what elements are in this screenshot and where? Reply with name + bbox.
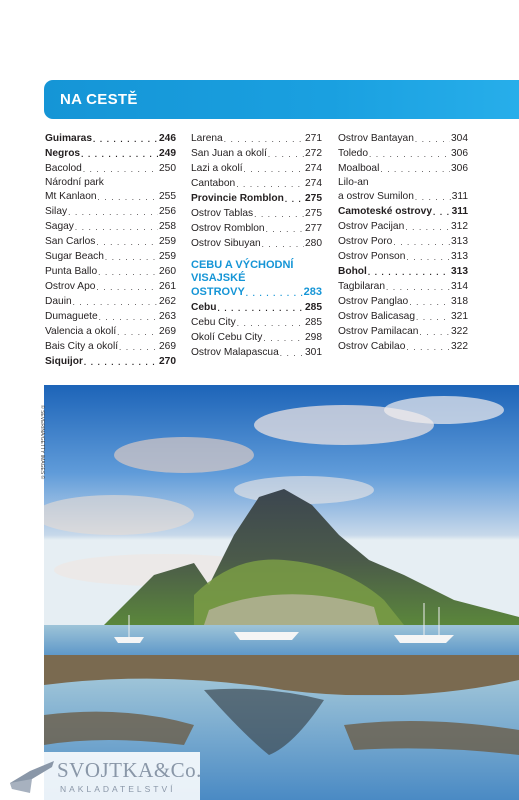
toc-entry-title: Ostrov Cabilao: [338, 341, 406, 352]
photo-credit: © SEVERINA/GETTY IMAGES ©: [39, 405, 45, 480]
toc-entry: [191, 221, 322, 236]
toc-entry-title: Bais City a okolí: [45, 341, 119, 352]
toc-entry-title: Camoteské ostrovy: [338, 206, 432, 217]
section-heading: [191, 259, 322, 300]
toc-page-number: 277: [305, 223, 322, 234]
toc-entry: [191, 176, 322, 191]
toc-page-number: 270: [159, 356, 176, 367]
toc-page-number: 261: [159, 281, 176, 292]
toc-page-number: 313: [451, 251, 468, 262]
toc-entry: [191, 191, 322, 206]
toc-leader-dots: [236, 178, 304, 191]
toc-entry: [45, 309, 176, 324]
toc-page-number: 258: [159, 221, 176, 232]
toc-entry: [45, 189, 176, 204]
toc-entry-title: Okolí Cebu City: [191, 332, 263, 343]
toc-entry-title: Ostrov Malapascua: [191, 347, 279, 358]
toc-entry-title: Ostrov Panglao: [338, 296, 409, 307]
toc-page-number: 321: [451, 311, 468, 322]
book-logo-icon: [6, 755, 58, 797]
toc-page-number: 246: [159, 133, 176, 144]
toc-entry-title: Tagbilaran: [338, 281, 386, 292]
toc-leader-dots: [217, 302, 304, 315]
toc-page-number: 263: [159, 311, 176, 322]
toc-leader-dots: [262, 238, 304, 251]
toc-leader-dots: [406, 251, 450, 264]
toc-entry-title: Lazi a okolí: [191, 163, 243, 174]
toc-leader-dots: [224, 133, 304, 146]
toc-page-number: 269: [159, 341, 176, 352]
toc-leader-dots: [280, 347, 304, 360]
toc-page-number: 259: [159, 251, 176, 262]
toc-page-number: 314: [451, 281, 468, 292]
toc-entry: [45, 204, 176, 219]
toc-column-2: [191, 131, 322, 360]
toc-entry-title: Mt Kanlaon: [45, 191, 97, 202]
toc-leader-dots: [246, 287, 303, 300]
toc-page-number: 250: [159, 163, 176, 174]
toc-page-number: 269: [159, 326, 176, 337]
toc-entry: [338, 294, 468, 309]
toc-leader-dots: [254, 208, 304, 221]
toc-entry-line: Národní park: [45, 177, 104, 188]
toc-entry: [45, 354, 176, 369]
island-photo-illustration: [44, 385, 519, 800]
toc-leader-dots: [263, 332, 304, 345]
toc-leader-dots: [393, 236, 450, 249]
toc-entry: [45, 219, 176, 234]
toc-page-number: 298: [305, 332, 322, 343]
toc-entry-title: Negros: [45, 148, 81, 159]
toc-entry: [191, 285, 322, 300]
toc-page-number: 304: [451, 133, 468, 144]
toc-leader-dots: [84, 356, 158, 369]
toc-entry: [338, 324, 468, 339]
toc-entry-title: Ostrov Apo: [45, 281, 96, 292]
toc-entry-title: Ostrov Tablas: [191, 208, 254, 219]
toc-entry-title: Provincie Romblon: [191, 193, 284, 204]
toc-entry: [45, 146, 176, 161]
toc-page-number: 285: [305, 302, 322, 313]
toc-page-number: 256: [159, 206, 176, 217]
toc-entry: [45, 294, 176, 309]
toc-page-number: 322: [451, 341, 468, 352]
toc-entry-title: Ostrov Poro: [338, 236, 393, 247]
toc-entry-title: Ostrov Sibuyan: [191, 238, 261, 249]
toc-entry: [338, 161, 468, 176]
toc-entry-title: Cantabon: [191, 178, 236, 189]
toc-leader-dots: [380, 163, 450, 176]
toc-entry-title: Larena: [191, 133, 223, 144]
toc-leader-dots: [386, 281, 450, 294]
toc-entry: [338, 131, 468, 146]
toc-entry: [338, 309, 468, 324]
publisher-logo: [0, 752, 200, 800]
toc-leader-dots: [244, 163, 304, 176]
toc-entry-title: Ostrov Bantayan: [338, 133, 414, 144]
toc-page-number: 313: [451, 266, 468, 277]
toc-entry-title: Guimaras: [45, 133, 92, 144]
toc-page-number: 274: [305, 178, 322, 189]
toc-entry: [45, 249, 176, 264]
logo-name: SVOJTKA&Co.: [57, 758, 202, 782]
toc-entry-title: Ostrov Pamilacan: [338, 326, 419, 337]
toc-column-3: [338, 131, 468, 354]
toc-entry-title: Toledo: [338, 148, 369, 159]
spacer: [191, 251, 322, 259]
toc-page-number: 313: [451, 236, 468, 247]
section-heading-line: VISAJSKÉ: [191, 272, 246, 284]
toc-entry-title: Ostrov Pacijan: [338, 221, 405, 232]
section-heading-line: CEBU A VÝCHODNÍ: [191, 259, 294, 271]
toc-entry: [45, 264, 176, 279]
toc-entry: [338, 204, 468, 219]
toc-leader-dots: [285, 193, 304, 206]
toc-page-number: 280: [305, 238, 322, 249]
toc-leader-dots: [98, 266, 158, 279]
toc-entry-title: San Juan a okolí: [191, 148, 267, 159]
toc-entry-title: Ostrov Romblon: [191, 223, 265, 234]
toc-entry: [338, 146, 468, 161]
toc-entry: [191, 146, 322, 161]
toc-entry: [338, 339, 468, 354]
toc-entry: [338, 189, 468, 204]
toc-leader-dots: [73, 296, 158, 309]
toc-leader-dots: [369, 148, 450, 161]
toc-entry: [338, 249, 468, 264]
toc-leader-dots: [117, 326, 158, 339]
toc-page-number: 283: [303, 286, 322, 298]
toc-entry-title: Ostrov Balicasag: [338, 311, 416, 322]
toc-page-number: 306: [451, 148, 468, 159]
toc-column-1: [45, 131, 176, 369]
toc-page-number: 318: [451, 296, 468, 307]
toc-entry: [191, 206, 322, 221]
toc-page-number: 275: [305, 193, 322, 204]
toc-entry-title: OSTROVY: [191, 286, 245, 298]
toc-entry-title: Siquijor: [45, 356, 83, 367]
toc-entry: [338, 279, 468, 294]
toc-page-number: 259: [159, 236, 176, 247]
toc-entry-title: Cebu City: [191, 317, 236, 328]
toc-page-number: 274: [305, 163, 322, 174]
toc-leader-dots: [415, 191, 451, 204]
toc-leader-dots: [83, 163, 158, 176]
toc-leader-dots: [105, 251, 158, 264]
toc-page-number: 285: [305, 317, 322, 328]
toc-page-number: 311: [451, 206, 468, 217]
toc-entry-title: Cebu: [191, 302, 217, 313]
toc-leader-dots: [266, 223, 304, 236]
landscape-photo: [44, 385, 519, 800]
toc-leader-dots: [98, 191, 158, 204]
toc-entry: [191, 315, 322, 330]
toc-leader-dots: [406, 341, 450, 354]
toc-page-number: 306: [451, 163, 468, 174]
toc-page-number: 249: [159, 148, 176, 159]
toc-entry: [191, 330, 322, 345]
toc-page-number: 271: [305, 133, 322, 144]
toc-page-number: 275: [305, 208, 322, 219]
toc-entry: [338, 234, 468, 249]
toc-entry-title: Silay: [45, 206, 68, 217]
section-header-bar: [44, 80, 519, 119]
toc-page-number: 260: [159, 266, 176, 277]
toc-page-number: 262: [159, 296, 176, 307]
toc-leader-dots: [96, 236, 158, 249]
toc-leader-dots: [99, 311, 158, 324]
toc-entry: [45, 339, 176, 354]
toc-leader-dots: [368, 266, 450, 279]
toc-leader-dots: [68, 206, 158, 219]
toc-leader-dots: [93, 133, 158, 146]
toc-entry-line: Lilo-an: [338, 177, 369, 188]
toc-leader-dots: [433, 206, 451, 219]
toc-page-number: 312: [451, 221, 468, 232]
toc-leader-dots: [419, 326, 450, 339]
toc-leader-dots: [268, 148, 304, 161]
toc-entry: [191, 345, 322, 360]
toc-entry-title: Sugar Beach: [45, 251, 104, 262]
toc-entry: [191, 131, 322, 146]
toc-leader-dots: [409, 296, 450, 309]
toc-entry-title: San Carlos: [45, 236, 96, 247]
toc-entry-title: Moalboal: [338, 163, 380, 174]
toc-page-number: 322: [451, 326, 468, 337]
toc-leader-dots: [416, 311, 450, 324]
toc-leader-dots: [119, 341, 158, 354]
toc-entry: [45, 279, 176, 294]
toc-leader-dots: [237, 317, 304, 330]
toc-entry: [338, 219, 468, 234]
toc-entry-title: Sagay: [45, 221, 74, 232]
toc-page-number: 272: [305, 148, 322, 159]
toc-entry-title: Bacolod: [45, 163, 82, 174]
toc-entry: [191, 236, 322, 251]
toc-entry-title: Dumaguete: [45, 311, 98, 322]
toc-entry-title: Valencia a okolí: [45, 326, 117, 337]
toc-entry-title: Ostrov Ponson: [338, 251, 406, 262]
toc-entry: [191, 161, 322, 176]
toc-entry: [191, 300, 322, 315]
toc-entry-title: Bohol: [338, 266, 367, 277]
toc-page-number: 311: [451, 191, 468, 202]
toc-entry-title: a ostrov Sumilon: [338, 191, 414, 202]
toc-leader-dots: [405, 221, 450, 234]
toc-entry: [45, 131, 176, 146]
toc-entry: [45, 234, 176, 249]
logo-subtitle: NAKLADATELSTVÍ: [60, 784, 176, 794]
toc-leader-dots: [96, 281, 158, 294]
toc-entry-title: Dauin: [45, 296, 72, 307]
toc-leader-dots: [81, 148, 158, 161]
toc-entry-title: Punta Ballo: [45, 266, 98, 277]
toc-leader-dots: [75, 221, 158, 234]
toc-entry: [338, 264, 468, 279]
toc-leader-dots: [415, 133, 450, 146]
toc-entry: [45, 324, 176, 339]
toc-page-number: 255: [159, 191, 176, 202]
section-title: NA CESTĚ: [60, 91, 138, 108]
toc-page-number: 301: [305, 347, 322, 358]
toc-entry: [45, 161, 176, 176]
